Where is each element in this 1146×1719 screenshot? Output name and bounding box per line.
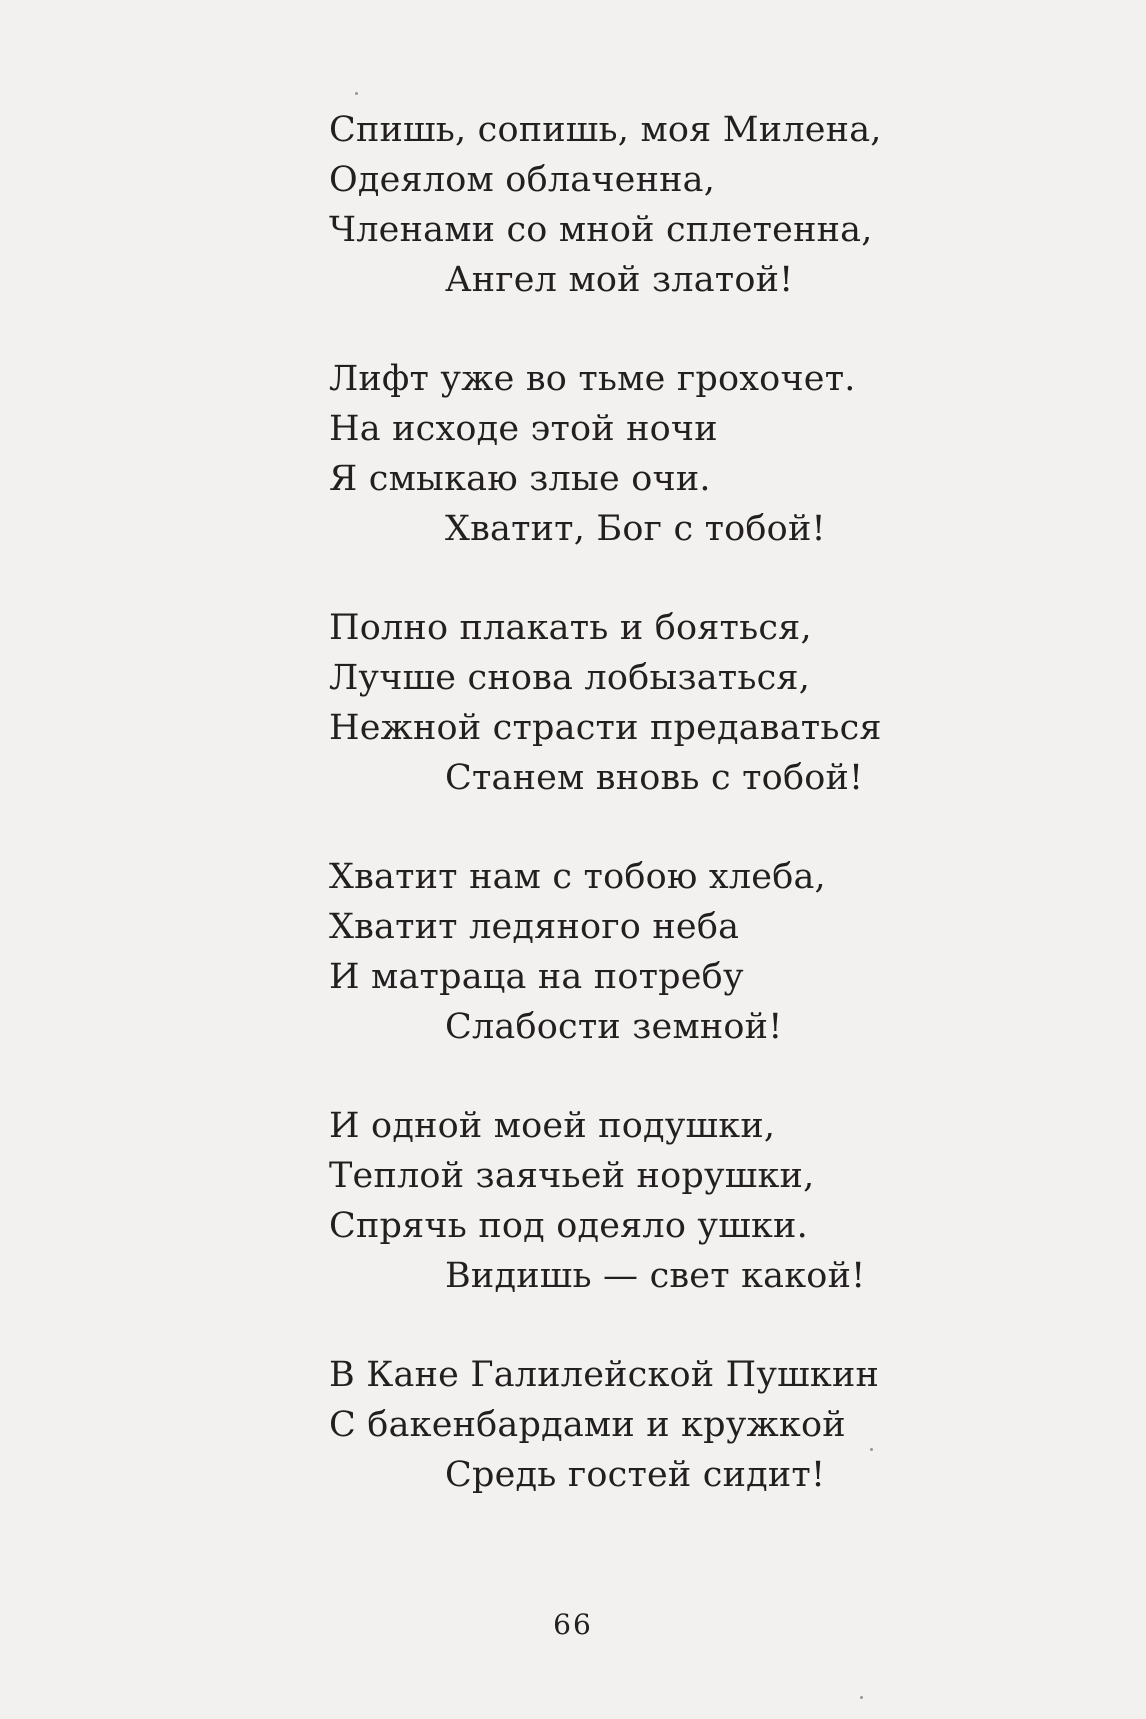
stanza-6 [329,1350,929,1500]
poem-line: Хватит нам с тобою хлеба, [329,857,826,897]
poem-refrain-line: Хватит, Бог с тобой! [445,509,826,549]
stanza-4 [329,852,929,1052]
poem-line: Теплой заячьей норушки, [329,1156,815,1196]
poem-line: Спишь, сопишь, моя Милена, [329,110,882,150]
stanza-3 [329,603,929,803]
poem-line: Одеялом облаченна, [329,160,716,200]
poem-line: Я смыкаю злые очи. [329,459,711,499]
poem-line: Лифт уже во тьме грохочет. [329,359,856,399]
paper-speck [355,92,358,95]
poem-line: Полно плакать и бояться, [329,608,812,648]
poem-line: Членами со мной сплетенна, [329,210,873,250]
paper-speck [870,1448,873,1451]
poem-refrain-line: Ангел мой златой! [445,260,794,300]
poem-line: В Кане Галилейской Пушкин [329,1355,880,1395]
poem-line: И матраца на потребу [329,957,744,997]
poem-line: Нежной страсти предаваться [329,708,882,748]
poem-line: Лучше снова лобызаться, [329,658,811,698]
poem [329,105,929,1549]
poem-refrain-line: Слабости земной! [445,1007,783,1047]
stanza-2 [329,354,929,554]
poem-refrain-line: Станем вновь с тобой! [445,758,864,798]
poem-refrain-line: Видишь — свет какой! [445,1256,866,1296]
poem-line: Хватит ледяного неба [329,907,740,947]
poem-line: Спрячь под одеяло ушки. [329,1206,808,1246]
poem-refrain-line: Средь гостей сидит! [445,1455,826,1495]
page-number: 66 [553,1608,593,1641]
stanza-5 [329,1101,929,1301]
paper-speck [860,1696,863,1699]
stanza-1 [329,105,929,305]
poem-line: И одной моей подушки, [329,1106,776,1146]
poem-line: С бакенбардами и кружкой [329,1405,846,1445]
poem-line: На исходе этой ночи [329,409,718,449]
